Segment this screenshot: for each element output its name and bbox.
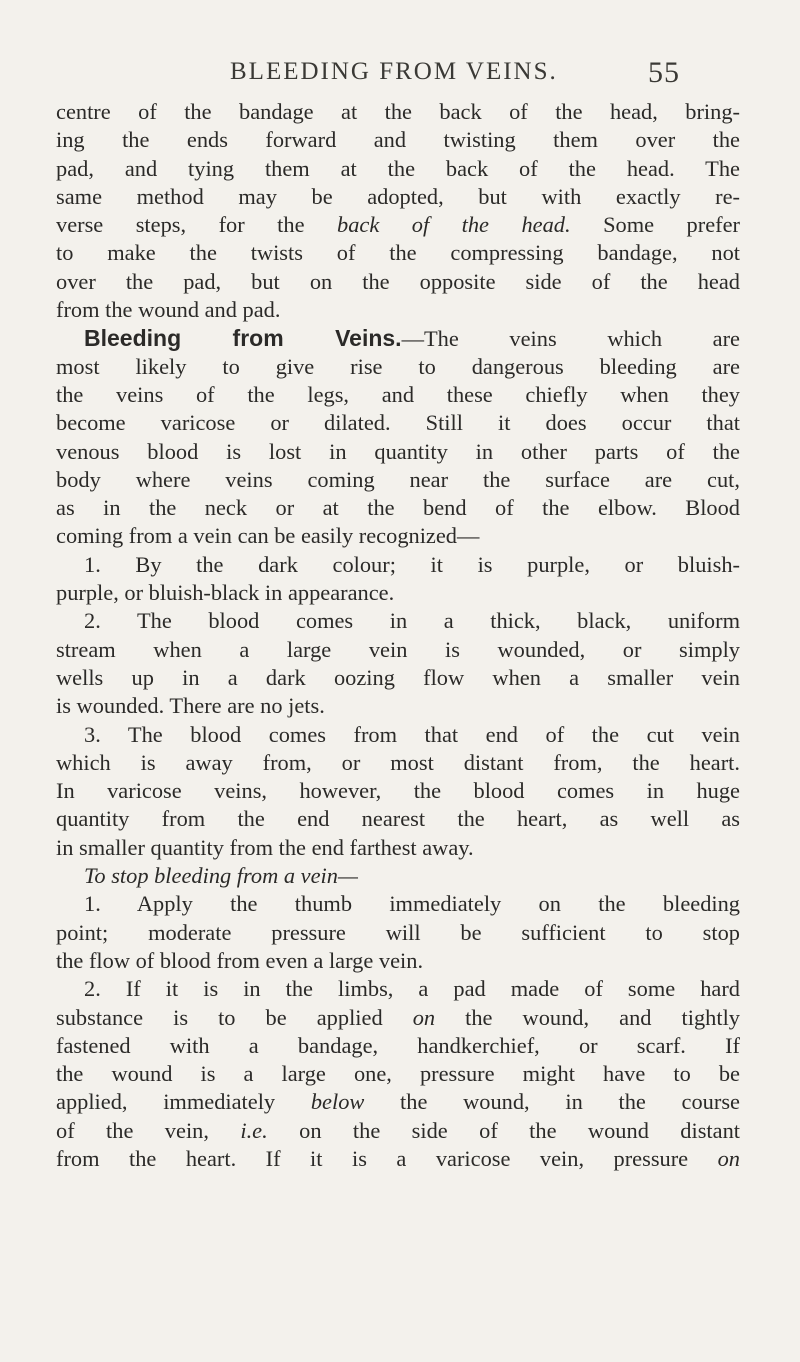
text-line: substance is to be applied on the wound, and tightly <box>56 1004 740 1030</box>
text-line: which is away from, or most distant from, the heart. <box>56 749 740 775</box>
section-heading: Bleeding from Veins. <box>84 325 402 352</box>
list-item-line: 3. The blood comes from that end of the cut vein <box>84 721 740 747</box>
list-item-line: 1. By the dark colour; it is purple, or bluish- <box>84 551 740 577</box>
text-line: same method may be adopted, but with exactly re- <box>56 183 740 209</box>
text-line: wells up in a dark oozing flow when a smaller vein <box>56 664 740 690</box>
text-line: venous blood is lost in quantity in other parts of the <box>56 438 740 464</box>
list-item-line: 1. Apply the thumb immediately on the bleeding <box>84 891 740 917</box>
italic-emphasis: i.e. <box>240 1117 268 1143</box>
text-line: In varicose veins, however, the blood comes in huge <box>56 778 740 804</box>
text-line: to make the twists of the compressing bandage, not <box>56 240 740 266</box>
text-line: centre of the bandage at the back of the head, bring- <box>56 99 740 124</box>
text-line: body where veins coming near the surface are cut, <box>56 466 740 492</box>
text-line: from the heart. If it is a varicose vein, pressure on <box>56 1145 740 1171</box>
subheading-line <box>56 862 740 890</box>
list-item-line: 2. The blood comes in a thick, black, uniform <box>84 608 740 634</box>
text-line: pad, and tying them at the back of the head. The <box>56 155 740 181</box>
text-line: as in the neck or at the bend of the elbow. Blood <box>56 495 740 521</box>
text-line: most likely to give rise to dangerous bleeding are <box>56 353 740 379</box>
page-number: 55 <box>648 56 680 89</box>
list-item-line: 2. If it is in the limbs, a pad made of some hard <box>84 976 740 1002</box>
text-line: of the vein, i.e. on the side of the wound distant <box>56 1117 740 1143</box>
text-line: point; moderate pressure will be sufficient to stop <box>56 919 740 945</box>
text-line: from the wound and pad. <box>56 297 281 323</box>
running-head <box>200 48 680 92</box>
text-line: become varicose or dilated. Still it does occur that <box>56 410 740 436</box>
text-line: over the pad, but on the opposite side of the head <box>56 268 740 294</box>
italic-emphasis: back of the head. <box>337 212 571 238</box>
text-line: the flow of blood from even a large vein. <box>56 947 424 973</box>
text-line: stream when a large vein is wounded, or simply <box>56 636 740 662</box>
italic-emphasis: on <box>412 1004 436 1030</box>
text-line: the wound is a large one, pressure might have to be <box>56 1061 740 1087</box>
section-heading-line: Bleeding from Veins.—The veins which are <box>84 325 740 352</box>
text-line: in smaller quantity from the end farthest away. <box>56 834 474 860</box>
italic-emphasis: on <box>717 1145 740 1171</box>
text-line: is wounded. There are no jets. <box>56 693 325 719</box>
italic-emphasis: below <box>310 1089 365 1115</box>
text-line: quantity from the end nearest the heart, as well as <box>56 806 740 832</box>
text-line: purple, or bluish-black in appearance. <box>56 580 395 606</box>
text-line: verse steps, for the back of the head. Some prefer <box>56 212 740 238</box>
page-title: BLEEDING FROM VEINS. <box>230 58 558 85</box>
body-text <box>56 98 740 1173</box>
text-line: ing the ends forward and twisting them over the <box>56 127 740 153</box>
italic-subheading: To stop bleeding from a vein— <box>84 863 358 889</box>
text-line: the veins of the legs, and these chiefly when they <box>56 381 740 407</box>
text-line: fastened with a bandage, handkerchief, or scarf. If <box>56 1032 740 1058</box>
text-line: coming from a vein can be easily recognized— <box>56 523 480 549</box>
text-line: applied, immediately below the wound, in the course <box>56 1089 740 1115</box>
